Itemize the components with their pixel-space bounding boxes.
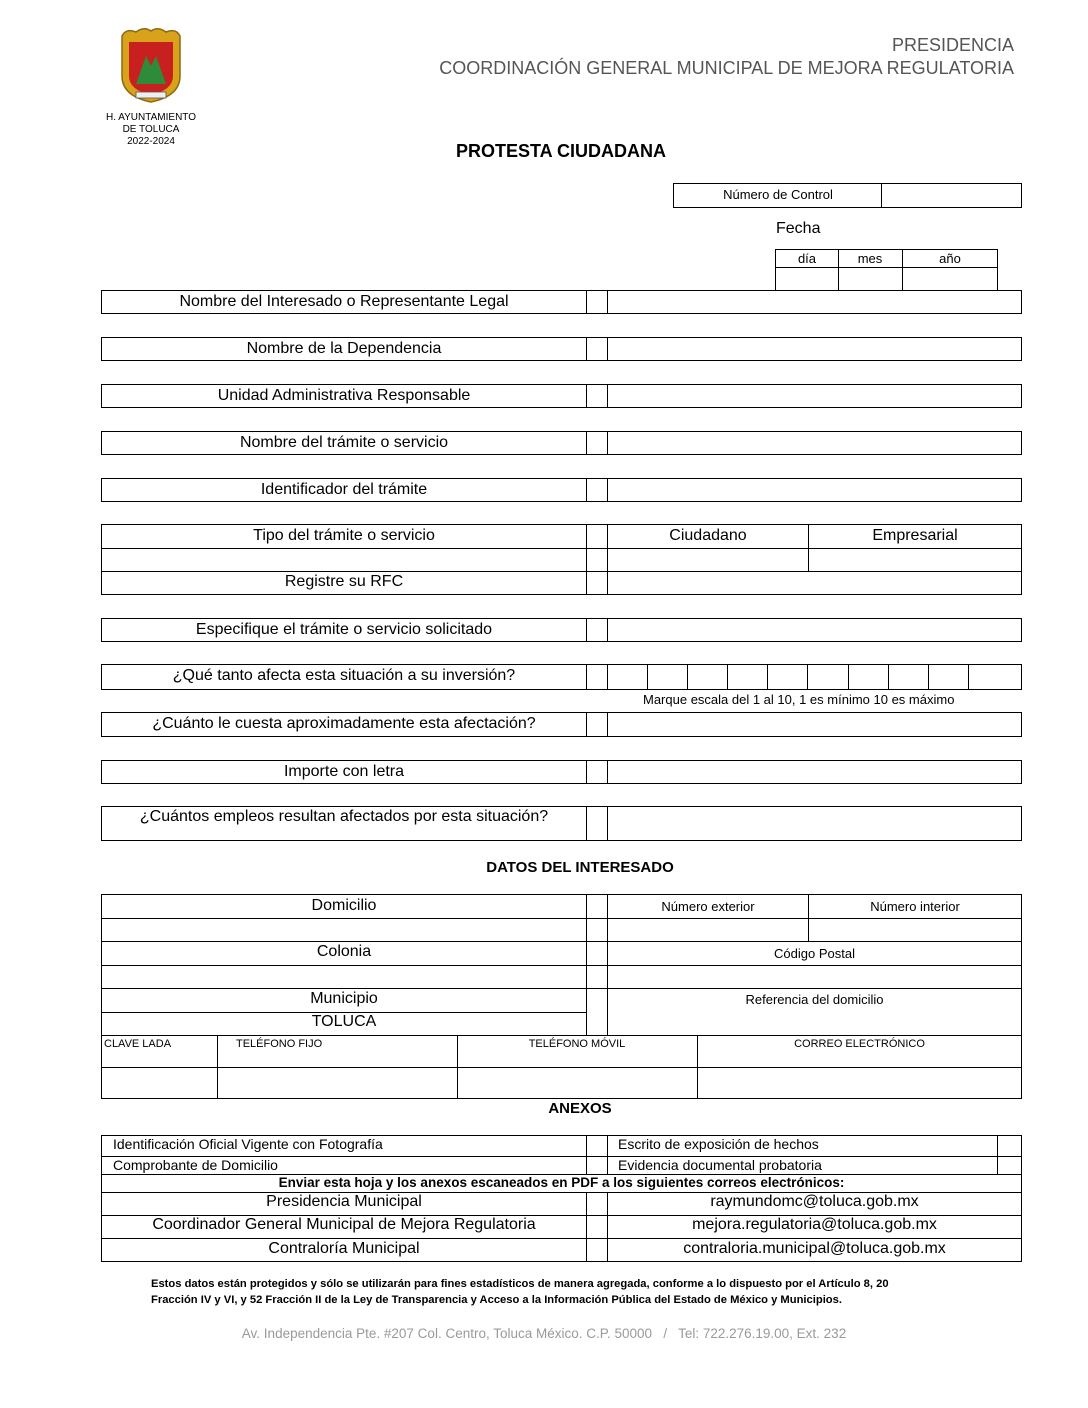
- ciudadano-checkbox[interactable]: [608, 549, 808, 571]
- mes-field[interactable]: [838, 268, 902, 290]
- afecta-inversion-label: ¿Qué tanto afecta esta situación a su inversión?: [172, 667, 516, 684]
- rfc-label: Registre su RFC: [284, 573, 404, 590]
- escrito-label: Escrito de exposición de hechos: [618, 1136, 819, 1152]
- enviar-instruction: Enviar esta hoja y los anexos escaneados en PDF a los siguientes correos electrónicos:: [278, 1175, 845, 1190]
- nombre-tramite-field[interactable]: [608, 432, 1021, 454]
- row-identificador-tramite: [101, 478, 1022, 502]
- escala-2[interactable]: [648, 665, 687, 689]
- legal-line-2: Fracción IV y VI, y 52 Fracción II de la Ley de Transparencia y Acceso a la Información Pública del Estado de México y Municipios.: [151, 1294, 842, 1306]
- nombre-tramite-label: Nombre del trámite o servicio: [239, 434, 449, 451]
- correo-label: CORREO ELECTRÓNICO: [794, 1038, 925, 1050]
- escrito-checkbox[interactable]: [998, 1136, 1021, 1156]
- cuanto-cuesta-label: ¿Cuánto le cuesta aproximadamente esta afectación?: [152, 715, 536, 732]
- identificador-tramite-label: Identificador del trámite: [260, 481, 428, 498]
- row-especifique: [101, 618, 1022, 642]
- ayuntamiento-line-1: H. AYUNTAMIENTO: [105, 112, 196, 123]
- identificador-tramite-field[interactable]: [608, 479, 1021, 501]
- ayuntamiento-caption: [90, 112, 212, 148]
- clave-lada-label: CLAVE LADA: [104, 1038, 172, 1050]
- escala-8[interactable]: [889, 665, 928, 689]
- nombre-dependencia-label: Nombre de la Dependencia: [246, 340, 442, 357]
- form-title: PROTESTA CIUDADANA: [456, 141, 666, 161]
- evidencia-label: Evidencia documental probatoria: [618, 1157, 822, 1173]
- rfc-field[interactable]: [608, 572, 1021, 594]
- anexos-table: [101, 1135, 1022, 1262]
- codigo-postal-field[interactable]: [608, 966, 1021, 988]
- ayuntamiento-line-3: 2022-2024: [127, 136, 175, 147]
- empresarial-checkbox[interactable]: [809, 549, 1021, 571]
- importe-letra-label: Importe con letra: [283, 763, 405, 780]
- escala-9[interactable]: [929, 665, 968, 689]
- ayuntamiento-line-2: DE TOLUCA: [122, 124, 180, 135]
- municipio-label: Municipio: [310, 990, 378, 1007]
- identificacion-label: Identificación Oficial Vigente con Fotografía: [113, 1136, 383, 1152]
- empleos-label: ¿Cuántos empleos resultan afectados por esta situación?: [139, 808, 549, 825]
- importe-letra-field[interactable]: [608, 761, 1021, 783]
- contact-email-coordinador: mejora.regulatoria@toluca.gob.mx: [692, 1216, 937, 1233]
- dia-field[interactable]: [776, 268, 838, 290]
- legal-line-1: Estos datos están protegidos y sólo se utilizarán para fines estadísticos de manera agregada, conforme a lo dispuesto por el Artículo 8, 20: [151, 1278, 889, 1290]
- nombre-dependencia-field[interactable]: [608, 338, 1021, 360]
- anio-field[interactable]: [902, 268, 998, 290]
- escala-4[interactable]: [728, 665, 767, 689]
- tipo-tramite-label: Tipo del trámite o servicio: [253, 527, 435, 544]
- numero-exterior-label: Número exterior: [661, 899, 755, 914]
- escala-note: Marque escala del 1 al 10, 1 es mínimo 10 es máximo: [643, 692, 955, 707]
- cuanto-cuesta-field[interactable]: [608, 713, 1021, 736]
- contact-name-presidencia: Presidencia Municipal: [266, 1193, 422, 1210]
- comprobante-label: Comprobante de Domicilio: [113, 1157, 278, 1173]
- escala-3[interactable]: [688, 665, 727, 689]
- telefono-fijo-field[interactable]: [218, 1068, 457, 1098]
- anexos-title: ANEXOS: [548, 1100, 612, 1117]
- escala-6[interactable]: [808, 665, 848, 689]
- row-nombre-tramite: [101, 431, 1022, 455]
- ciudadano-label: Ciudadano: [669, 527, 747, 544]
- identificacion-checkbox[interactable]: [587, 1136, 607, 1156]
- row-afecta-inversion: [101, 664, 1022, 690]
- dia-label: día: [797, 251, 817, 266]
- fecha-box: [775, 249, 998, 291]
- domicilio-label: Domicilio: [311, 897, 377, 914]
- escala-10[interactable]: [969, 665, 1021, 689]
- legal-notice: [151, 1276, 889, 1308]
- row-nombre-interesado: [101, 290, 1022, 314]
- comprobante-checkbox[interactable]: [587, 1157, 607, 1174]
- header-presidencia: PRESIDENCIA: [891, 35, 1014, 55]
- empresarial-label: Empresarial: [872, 527, 958, 544]
- escala-5[interactable]: [768, 665, 807, 689]
- contact-email-presidencia: raymundomc@toluca.gob.mx: [710, 1193, 919, 1210]
- escala-7[interactable]: [849, 665, 888, 689]
- header-institution: [439, 34, 1014, 80]
- contact-name-coordinador: Coordinador General Municipal de Mejora Regulatoria: [152, 1216, 536, 1233]
- numero-interior-field[interactable]: [809, 919, 1021, 941]
- telefonos-table: [101, 1035, 1022, 1099]
- colonia-label: Colonia: [316, 943, 372, 960]
- nombre-interesado-field[interactable]: [608, 291, 1021, 313]
- referencia-label: Referencia del domicilio: [745, 992, 884, 1007]
- contact-name-contraloria: Contraloría Municipal: [268, 1240, 420, 1257]
- especifique-label: Especifique el trámite o servicio solicitado: [195, 621, 493, 638]
- mes-label: mes: [857, 251, 883, 266]
- row-empleos: [101, 806, 1022, 841]
- contact-email-contraloria: contraloria.municipal@toluca.gob.mx: [683, 1240, 946, 1257]
- municipio-value: TOLUCA: [311, 1013, 377, 1030]
- telefono-movil-label: TELÉFONO MÓVIL: [528, 1038, 626, 1050]
- numero-exterior-field[interactable]: [608, 919, 808, 941]
- empleos-field[interactable]: [608, 807, 1021, 840]
- anio-label: año: [939, 251, 961, 266]
- colonia-field[interactable]: [102, 966, 586, 988]
- numero-control-box: [673, 183, 1022, 208]
- datos-table: [101, 894, 1022, 1036]
- nombre-interesado-label: Nombre del Interesado o Representante Legal: [179, 293, 509, 310]
- referencia-field[interactable]: [608, 1013, 1021, 1035]
- domicilio-field[interactable]: [102, 919, 586, 941]
- row-unidad-administrativa: [101, 384, 1022, 408]
- correo-field[interactable]: [698, 1068, 1021, 1098]
- escala-1[interactable]: [608, 665, 647, 689]
- row-nombre-dependencia: [101, 337, 1022, 361]
- logo: [116, 26, 186, 106]
- numero-control-field[interactable]: [882, 184, 1021, 207]
- datos-title: DATOS DEL INTERESADO: [486, 859, 674, 876]
- header-coordinacion: COORDINACIÓN GENERAL MUNICIPAL DE MEJORA REGULATORIA: [439, 58, 1014, 78]
- clave-lada-field[interactable]: [102, 1068, 217, 1098]
- numero-interior-label: Número interior: [870, 899, 960, 914]
- unidad-administrativa-field[interactable]: [608, 385, 1021, 407]
- telefono-fijo-label: TELÉFONO FIJO: [236, 1038, 323, 1050]
- codigo-postal-label: Código Postal: [774, 946, 855, 961]
- row-importe-letra: [101, 760, 1022, 784]
- telefono-movil-field[interactable]: [458, 1068, 697, 1098]
- numero-control-label: Número de Control: [723, 187, 833, 202]
- evidencia-checkbox[interactable]: [998, 1157, 1021, 1174]
- toluca-coat-of-arms-icon: [116, 26, 186, 106]
- unidad-administrativa-label: Unidad Administrativa Responsable: [217, 387, 471, 404]
- fecha-label: Fecha: [776, 220, 821, 237]
- row-cuanto-cuesta: [101, 712, 1022, 737]
- especifique-field[interactable]: [608, 619, 1021, 641]
- footer-address: Av. Independencia Pte. #207 Col. Centro, Toluca México. C.P. 50000 / Tel: 722.276.19.00, Ext. 232: [241, 1326, 847, 1341]
- row-tipo-tramite: [101, 524, 1022, 595]
